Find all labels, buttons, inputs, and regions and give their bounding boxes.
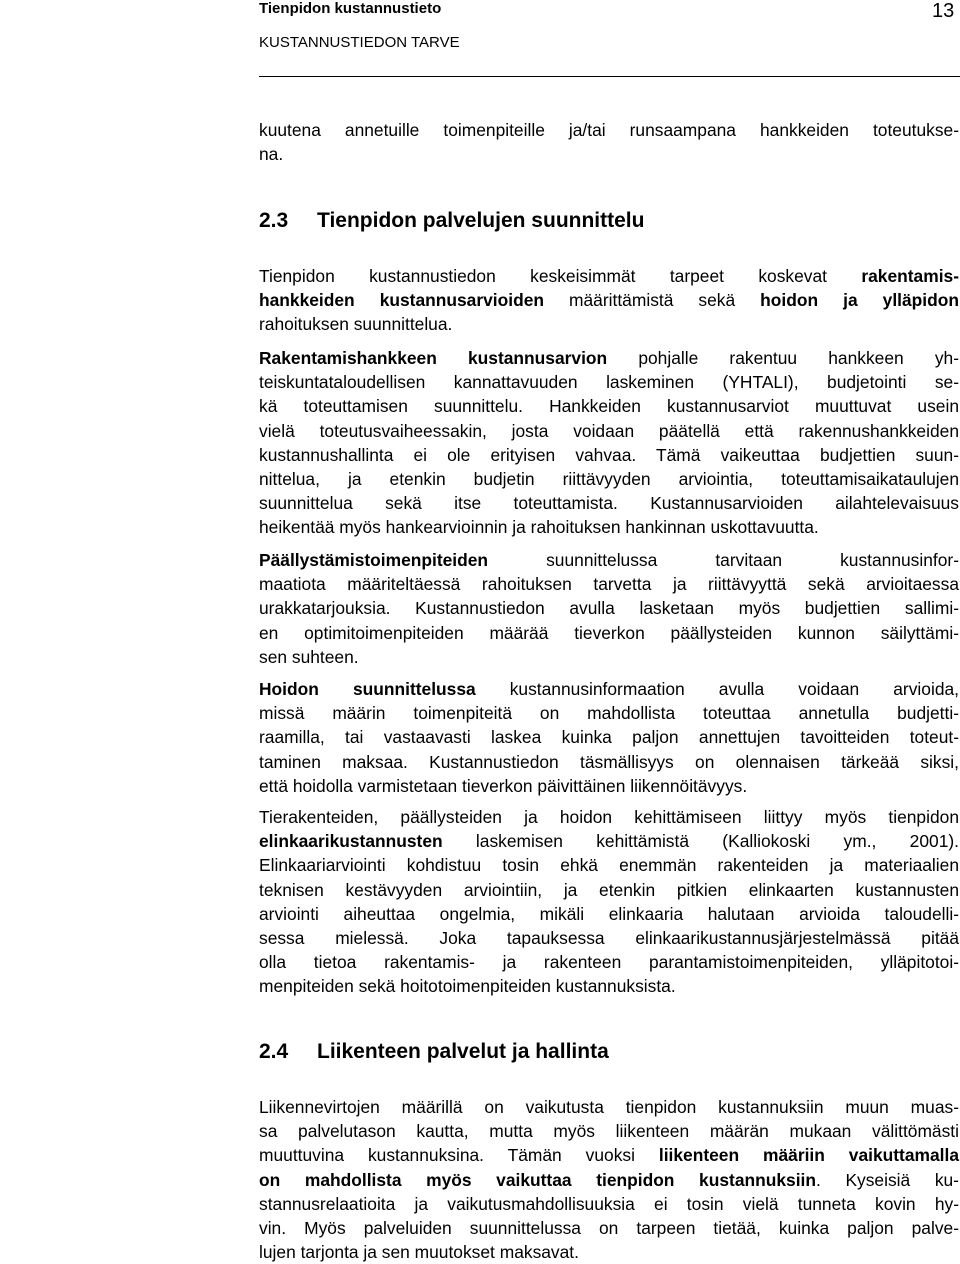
section-number: 2.3	[259, 209, 289, 232]
text-line: sessa mielessä. Joka tapauksessa elinkaarikustannusjärjestelmässä pitää	[259, 927, 959, 948]
paragraph-3	[259, 548, 959, 669]
paragraph-6	[259, 1095, 959, 1264]
text-line: vin. Myös palveluiden suunnittelussa on tarpeen tietää, kuinka paljon palve-	[259, 1217, 959, 1238]
text-line: na.	[259, 144, 284, 165]
text-line: teknisen kestävyyden arviointiin, ja etenkin pitkien elinkaarten kustannusten	[259, 879, 959, 900]
section-heading-2-4	[259, 1039, 609, 1065]
running-header-subtitle: KUSTANNUSTIEDON TARVE	[259, 34, 460, 51]
text-line: arviointi aiheuttaa ongelmia, mikäli elinkaaria halutaan arvioida taloudelli-	[259, 903, 959, 924]
text-line: en optimitoimenpiteiden määrää tieverkon päällysteiden kunnon säilyttämi-	[259, 622, 959, 643]
text-line: Tierakenteiden, päällysteiden ja hoidon kehittämiseen liittyy myös tienpidon	[259, 807, 959, 827]
running-header-title: Tienpidon kustannustieto	[259, 0, 442, 17]
text-line: teiskuntataloudellisen kannattavuuden laskeminen (YHTALI), budjetointi se-	[259, 372, 959, 393]
text-line: vielä toteutusvaiheessakin, josta voidaan päätellä että rakennushankkeiden	[259, 420, 959, 441]
text-line: että hoidolla varmistetaan tieverkon päivittäinen liikennöitävyys.	[259, 775, 748, 796]
text-line: menpiteiden sekä hoitotoimenpiteiden kustannuksista.	[259, 976, 676, 997]
text-line: Päällystämistoimenpiteiden suunnittelussa tarvitaan kustannusinfor-	[259, 550, 959, 570]
section-heading-2-3	[259, 208, 644, 234]
text-line: urakkatarjouksia. Kustannustiedon avulla lasketaan myös budjettien sallimi-	[259, 598, 959, 619]
text-line: stannusrelaatioita ja vaikutusmahdollisuuksia ei tosin vielä tunneta kovin hy-	[259, 1193, 959, 1214]
text-line: Elinkaariarviointi kohdistuu tosin ehkä enemmän rakenteiden ja materiaalien	[259, 855, 959, 876]
text-line: sen suhteen.	[259, 646, 359, 667]
text-line: kustannushallinta ei ole erityisen vahvaa. Tämä vaikeuttaa budjettien suun-	[259, 444, 959, 465]
text-line: taminen maksaa. Kustannustiedon täsmällisyys on olennaisen tärkeää siksi,	[259, 751, 959, 772]
text-line: missä määrin toimenpiteitä on mahdollista toteuttaa annetulla budjetti-	[259, 703, 959, 724]
text-line: nittelua, ja etenkin budjetin riittävyyden arviointia, toteuttamisaikataulujen	[259, 468, 959, 489]
text-line: Tienpidon kustannustiedon keskeisimmät tarpeet koskevat rakentamis-	[259, 266, 959, 286]
text-line: Liikennevirtojen määrillä on vaikutusta tienpidon kustannuksiin muun muas-	[259, 1097, 959, 1117]
section-number: 2.4	[259, 1040, 289, 1063]
text-line: suunnittelua sekä itse toteuttamista. Kustannusarvioiden ailahtelevaisuus	[259, 493, 959, 514]
text-line: Rakentamishankkeen kustannusarvion pohjalle rakentuu hankkeen yh-	[259, 348, 959, 368]
text-line: heikentää myös hankearvioinnin ja rahoituksen hankinnan uskottavuutta.	[259, 517, 819, 538]
text-line: kä toteuttamisen suunnittelu. Hankkeiden kustannusarviot muuttuvat usein	[259, 396, 959, 417]
text-line: olla tietoa rakentamis- ja rakenteen parantamistoimenpiteiden, ylläpitotoi-	[259, 952, 959, 973]
text-line: on mahdollista myös vaikuttaa tienpidon kustannuksiin. Kyseisiä ku-	[259, 1169, 959, 1190]
paragraph-4	[259, 677, 959, 798]
section-title: Liikenteen palvelut ja hallinta	[317, 1040, 609, 1063]
section-title: Tienpidon palvelujen suunnittelu	[317, 209, 645, 232]
text-line: kuutena annetuille toimenpiteille ja/tai runsaampana hankkeiden toteutukse-	[259, 120, 959, 140]
text-line: Hoidon suunnittelussa kustannusinformaation avulla voidaan arvioida,	[259, 679, 959, 699]
text-line: muuttuvina kustannuksina. Tämän vuoksi liikenteen määriin vaikuttamalla	[259, 1145, 959, 1166]
header-rule	[259, 76, 960, 77]
text-line: hankkeiden kustannusarvioiden määrittämistä sekä hoidon ja ylläpidon	[259, 290, 959, 311]
text-line: elinkaarikustannusten laskemisen kehittämistä (Kalliokoski ym., 2001).	[259, 831, 959, 852]
text-line: raamilla, tai vastaavasti laskea kuinka paljon annettujen tavoitteiden toteut-	[259, 727, 959, 748]
page-number: 13	[932, 0, 955, 22]
text-line: rahoituksen suunnittelua.	[259, 314, 453, 335]
paragraph-1	[259, 264, 959, 337]
paragraph-5	[259, 805, 959, 999]
paragraph-continued	[259, 118, 959, 166]
text-line: sa palvelutason kautta, mutta myös liikenteen määrän mukaan välittömästi	[259, 1121, 959, 1142]
text-line: lujen tarjonta ja sen muutokset maksavat.	[259, 1242, 579, 1263]
paragraph-2	[259, 346, 959, 540]
text-line: maatiota määriteltäessä rahoituksen tarvetta ja riittävyyttä sekä arvioitaessa	[259, 574, 959, 595]
